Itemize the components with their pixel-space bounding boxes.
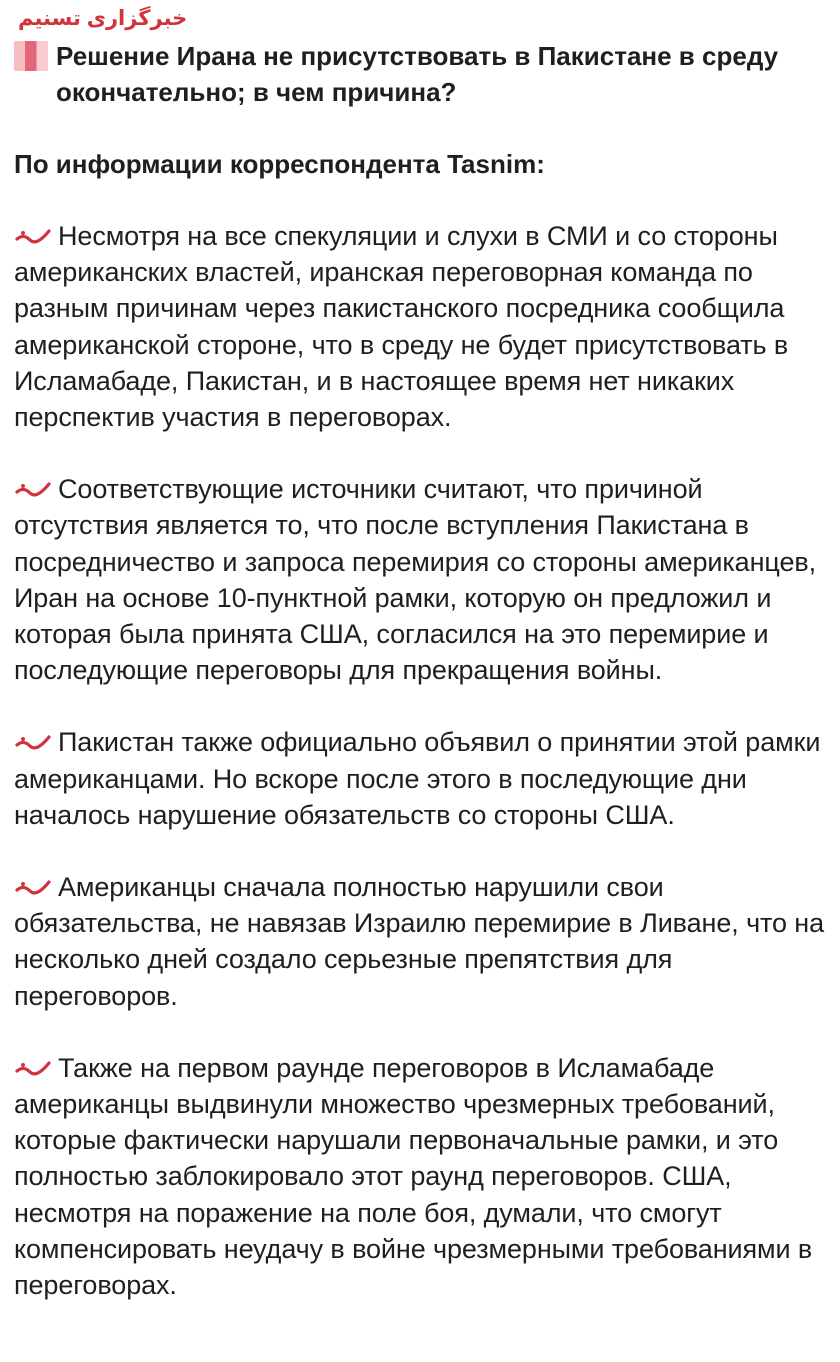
paragraph-text: Американцы сначала полностью нарушили свои обязательства, не навязав Израилю перемирие в Ливане, что на несколько дней создало серьезные препятствия для переговоров. (14, 872, 825, 1011)
red-swoosh-icon (14, 225, 52, 247)
paragraph-text: Пакистан также официально объявил о принятии этой рамки американцами. Но вскоре после этого в последующие дни началось нарушение обязательств со стороны США. (14, 727, 821, 830)
red-swoosh-icon (14, 478, 52, 500)
paragraph-2 (14, 471, 830, 688)
paragraph-3 (14, 724, 830, 833)
red-swoosh-icon (14, 731, 52, 753)
message-post (14, 4, 830, 1303)
subhead: По информации корреспондента Tasnim: (14, 149, 545, 179)
headline-text: Решение Ирана не присутствовать в Пакистане в среду окончательно; в чем причина? (56, 41, 779, 107)
paragraph-1 (14, 218, 830, 435)
headline (14, 38, 830, 110)
red-swoosh-icon (14, 1057, 52, 1079)
paragraph-5 (14, 1050, 830, 1303)
pink-square-icon (14, 41, 48, 71)
paragraph-text: Также на первом раунде переговоров в Исламабаде американцы выдвинули множество чрезмерных требований, которые фактически нарушали первоначальные рамки, и это полностью заблокировало этот раунд переговоров. США, несмотря на поражение на поле боя, думали, что смогут компенсировать неудачу в войне чрезмерными требованиями в переговорах. (14, 1052, 813, 1301)
paragraph-text: Несмотря на все спекуляции и слухи в СМИ и со стороны американских властей, иранская переговорная команда по разным причинам через пакистанского посредника сообщила американской стороне, что в среду не будет присутствовать в Исламабаде, Пакистан, и в настоящее время нет никаких перспектив участия в переговорах. (14, 221, 789, 433)
paragraph-4 (14, 869, 830, 1014)
red-swoosh-icon (14, 876, 52, 898)
paragraph-text: Соответствующие источники считают, что причиной отсутствия является то, что после вступления Пакистана в посредничество и запроса перемирия со стороны американцев, Иран на основе 10-пунктной рамки, которую он предложил и которая была принята США, согласился на это перемирие и последующие переговоры для прекращения войны. (14, 474, 817, 686)
channel-name[interactable]: خبرگزاری تسنیم (18, 7, 188, 30)
